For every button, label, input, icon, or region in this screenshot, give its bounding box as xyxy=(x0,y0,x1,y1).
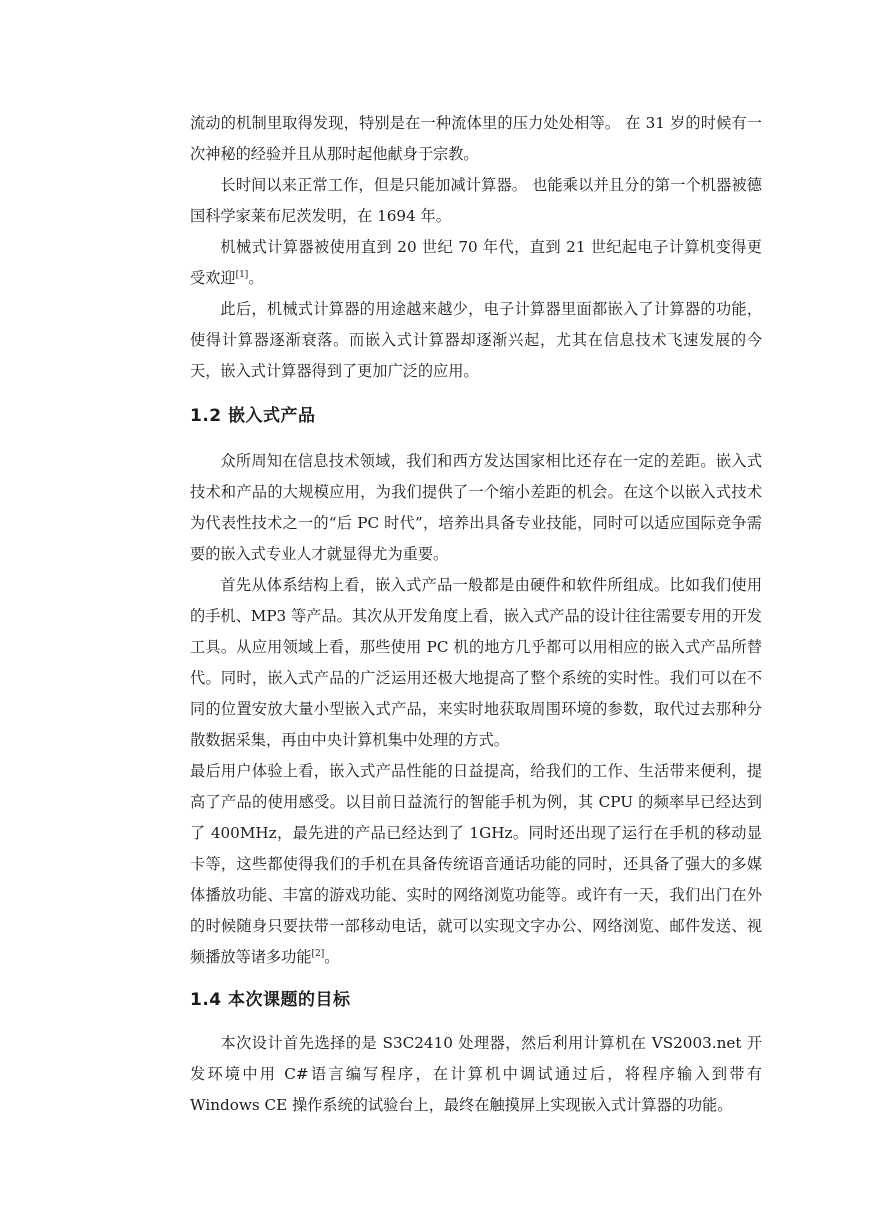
paragraph-project-goal: 本次设计首先选择的是 S3C2410 处理器，然后利用计算机在 VS2003.net 开发环境中用 C#语言编写程序，在计算机中调试通过后，将程序输入到带有 Windows CE 操作系统的试验台上，最终在触摸屏上实现嵌入式计算器的功能。 xyxy=(190,1034,762,1114)
paragraph-leibniz: 长时间以来正常工作，但是只能加减计算器。 也能乘以并且分的第一个机器被德国科学家莱布尼茨发明，在 1694 年。 xyxy=(190,176,762,225)
paragraph-info-tech-gap: 众所周知在信息技术领域，我们和西方发达国家相比还存在一定的差距。嵌入式技术和产品的大规模应用，为我们提供了一个缩小差距的机会。在这个以嵌入式技术为代表性技术之一的“后 PC 时代”，培养出具备专业技能，同时可以适应国际竞争需要的嵌入式专业人才就显得尤为重要。 xyxy=(190,452,762,563)
paragraph-mechanical-calculator-end: 。 xyxy=(248,269,264,287)
paragraph-mechanical-calculator xyxy=(190,232,762,294)
heading-1-4: 1.4 本次课题的目标 xyxy=(190,990,351,1010)
citation-1: [1] xyxy=(235,270,249,280)
document-body xyxy=(190,108,762,1121)
paragraph-user-experience xyxy=(190,756,762,973)
paragraph-pascal-continued: 流动的机制里取得发现，特别是在一种流体里的压力处处相等。 在 31 岁的时候有一次神秘的经验并且从那时起他献身于宗教。 xyxy=(190,114,762,163)
paragraph-user-experience-text: 最后用户体验上看，嵌入式产品性能的日益提高，给我们的工作、生活带来便利，提高了产品的使用感受。以目前日益流行的智能手机为例，其 CPU 的频率早已经达到了 400MHz，最先进的产品已经达到了 1GHz。同时还出现了运行在手机的移动显卡等，这些都使得我们的手机在具备传统语音通话功能的同时，还具备了强大的多媒体播放功能、丰富的游戏功能、实时的网络浏览功能等。或许有一天，我们出门在外的时候随身只要扶带一部移动电话，就可以实现文字办公、网络浏览、邮件发送、视频播放等诸多功能 xyxy=(190,762,762,966)
citation-2: [2] xyxy=(311,949,325,959)
paragraph-user-experience-end: 。 xyxy=(324,948,340,966)
paragraph-mechanical-calculator-text: 机械式计算器被使用直到 20 世纪 70 年代，直到 21 世纪起电子计算机变得更受欢迎 xyxy=(190,238,762,287)
paragraph-embedded-rise: 此后，机械式计算器的用途越来越少，电子计算器里面都嵌入了计算器的功能，使得计算器逐渐衰落。而嵌入式计算器却逐渐兴起，尤其在信息技术飞速发展的今天，嵌入式计算器得到了更加广泛的应用。 xyxy=(190,300,762,380)
heading-1-2: 1.2 嵌入式产品 xyxy=(190,406,316,426)
paragraph-architecture: 首先从体系结构上看，嵌入式产品一般都是由硬件和软件所组成。比如我们使用的手机、MP3 等产品。其次从开发角度上看，嵌入式产品的设计往往需要专用的开发工具。从应用领域上看，那些使用 PC 机的地方几乎都可以用相应的嵌入式产品所替代。同时，嵌入式产品的广泛运用还极大地提高了整个系统的实时性。我们可以在不同的位置安放大量小型嵌入式产品，来实时地获取周围环境的参数，取代过去那种分散数据采集，再由中央计算机集中处理的方式。 xyxy=(190,576,762,749)
